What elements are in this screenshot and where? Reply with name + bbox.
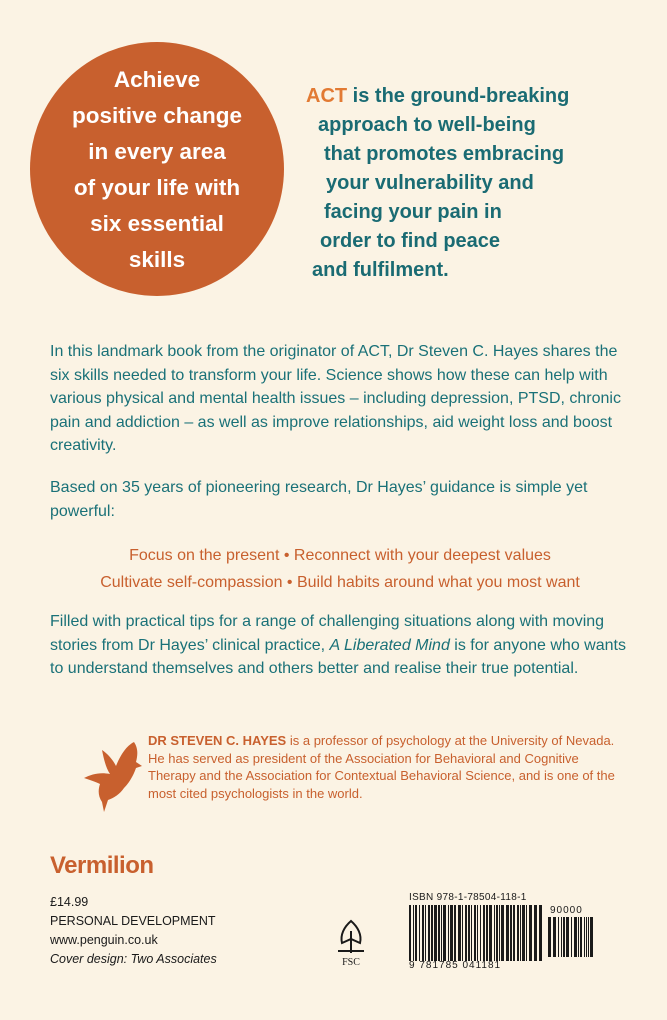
act-summary [300, 82, 620, 285]
barcode-bar [438, 905, 440, 961]
barcode-bar [458, 905, 461, 961]
barcode-bar [558, 917, 559, 957]
tagline-line: in every area [88, 139, 226, 164]
cover-design-credit: Cover design: Two Associates [50, 952, 217, 966]
barcode-bar [483, 905, 485, 961]
act-accent: ACT [306, 85, 348, 107]
barcode-bar [477, 905, 478, 961]
tips-paragraph [50, 610, 630, 681]
barcode-bar [574, 917, 577, 957]
barcode-bar [586, 917, 587, 957]
barcode-bar [580, 917, 582, 957]
act-line: order to find peace [320, 230, 501, 252]
skills-highlights [50, 542, 630, 596]
barcode-bar [454, 905, 456, 961]
barcode-bar [422, 905, 424, 961]
barcode-bar [419, 905, 420, 961]
act-line-text: is the ground-breaking [347, 85, 570, 107]
category: PERSONAL DEVELOPMENT [50, 914, 216, 928]
barcode-bar [499, 905, 500, 961]
tagline-line: Achieve [113, 67, 201, 92]
website: www.penguin.co.uk [50, 933, 158, 947]
barcode-bar [561, 917, 562, 957]
barcode-bar [425, 905, 426, 961]
barcode-bar [513, 905, 515, 961]
barcode-bar [415, 905, 417, 961]
tagline-line: skills [128, 247, 186, 272]
barcode-bar [517, 905, 519, 961]
barcode-bar [494, 905, 495, 961]
barcode-bar [520, 905, 521, 961]
barcode-bar [443, 905, 446, 961]
skills-row: Cultivate self-compassion • Build habits around what you most want [100, 574, 580, 591]
book-meta [50, 893, 217, 969]
skills-row: Focus on the present • Reconnect with your deepest values [129, 547, 551, 564]
barcode-bar [501, 905, 504, 961]
barcode-bar [584, 917, 585, 957]
barcode-bar [588, 917, 589, 957]
act-line: your vulnerability and [326, 172, 534, 194]
act-line [306, 82, 620, 111]
barcode-bar [496, 905, 498, 961]
barcode-bar [413, 905, 414, 961]
barcode-bar [522, 905, 525, 961]
barcode-bar [486, 905, 488, 961]
barcode-bar [506, 905, 509, 961]
addon-barcode [548, 917, 596, 957]
fsc-label: FSC [342, 957, 360, 968]
barcode-bar [431, 905, 433, 961]
research-paragraph: Based on 35 years of pioneering research, Dr Hayes’ guidance is simple yet powerful: [50, 479, 588, 520]
barcode-bar [434, 905, 437, 961]
barcode-bar [566, 917, 569, 957]
price-code: 90000 [550, 905, 583, 916]
barcode-bar [529, 905, 532, 961]
book-title: A Liberated Mind [329, 636, 450, 654]
barcode-bar [474, 905, 476, 961]
tips-text: is for anyone who wants to understand themselves and others better and realise their true potential. [50, 636, 626, 677]
publisher-logo: Vermilion [50, 852, 154, 879]
barcode-bar [471, 905, 472, 961]
barcode-bar [534, 905, 537, 961]
author-bio-text: is a professor of psychology at the University of Nevada. He has served as president of the Association for Behavioral and Cognitive Therapy and the Association for Contextual Behavioral Science, and is one of the most cited psychologists in the world. [148, 733, 615, 801]
barcode [409, 905, 543, 961]
barcode-bar [526, 905, 527, 961]
barcode-bar [409, 905, 411, 961]
barcode-bar [571, 917, 572, 957]
barcode-bar [468, 905, 470, 961]
barcode-bar [510, 905, 512, 961]
author-name: DR STEVEN C. HAYES [148, 733, 287, 748]
act-line: facing your pain in [324, 201, 502, 223]
barcode-bar [590, 917, 593, 957]
tagline-text [47, 62, 267, 278]
barcode-bar [462, 905, 463, 961]
isbn-number: 9 781785 041181 [409, 960, 502, 971]
barcode-bar [548, 917, 551, 957]
act-line: that promotes embracing [324, 143, 565, 165]
barcode-bar [448, 905, 449, 961]
act-line: and fulfilment. [312, 259, 449, 281]
author-bio [148, 732, 628, 802]
dove-icon [80, 738, 142, 814]
barcode-bar [539, 905, 542, 961]
tips-text: Filled with practical tips for a range of challenging situations along with moving stories from Dr Hayes’ clinical practice, [50, 613, 605, 654]
tagline-line: of your life with [73, 175, 241, 200]
barcode-bar [465, 905, 467, 961]
tagline-circle [30, 42, 284, 296]
barcode-bar [428, 905, 430, 961]
description-paragraph: In this landmark book from the originator of ACT, Dr Steven C. Hayes shares the six skills needed to transform your life. Science shows how these can help with various physical and mental health issues – including depression, PTSD, chronic pain and addiction – as well as improve relationships, aid weight loss and boost creativity. [50, 343, 621, 454]
act-line: approach to well-being [318, 114, 536, 136]
tagline-line: positive change [71, 103, 243, 128]
isbn-label: ISBN 978-1-78504-118-1 [409, 892, 527, 903]
barcode-bar [441, 905, 442, 961]
barcode-bar [450, 905, 453, 961]
barcode-bar [480, 905, 481, 961]
barcode-bar [489, 905, 492, 961]
barcode-bar [578, 917, 579, 957]
tagline-line: six essential [90, 211, 224, 236]
fsc-logo-icon [330, 917, 372, 969]
price: £14.99 [50, 895, 89, 909]
barcode-bar [563, 917, 565, 957]
barcode-bar [553, 917, 556, 957]
